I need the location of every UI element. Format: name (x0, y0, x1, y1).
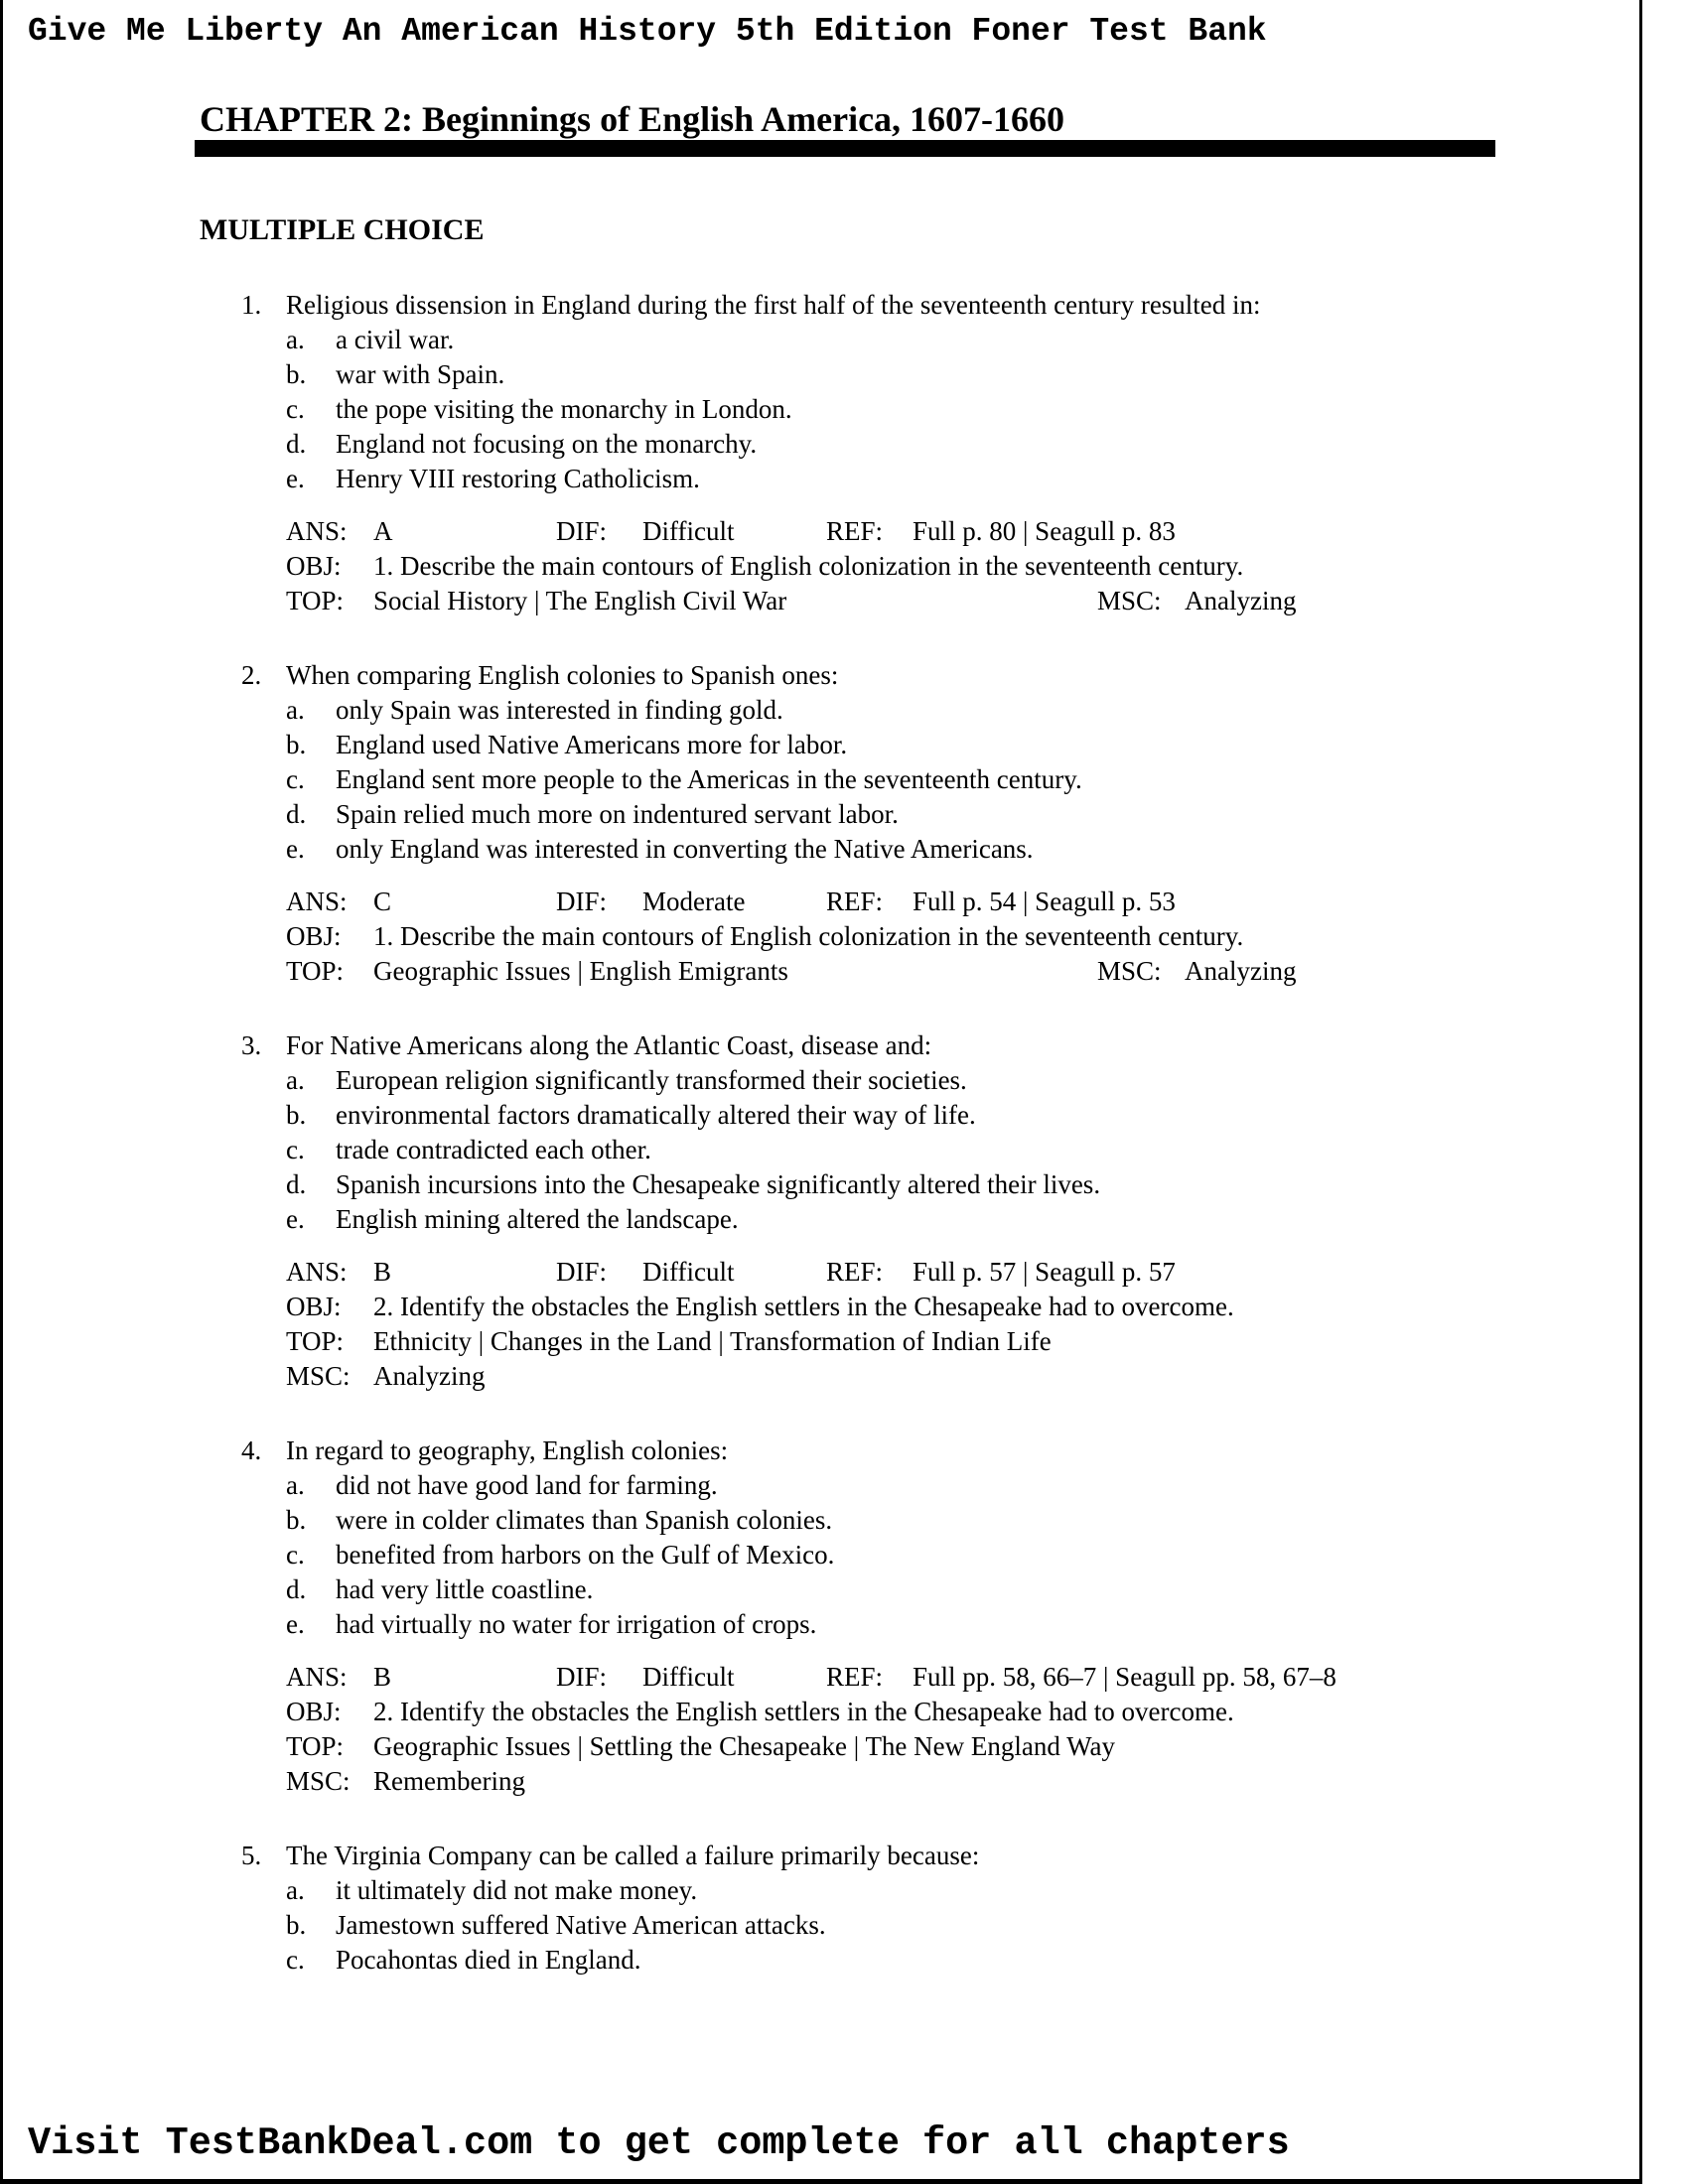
topic-value: Ethnicity | Changes in the Land | Transformation of Indian Life (373, 1326, 1052, 1356)
option-text: only Spain was interested in finding gold. (336, 695, 783, 725)
option-text: Jamestown suffered Native American attacks. (336, 1910, 826, 1940)
page-header-banner: Give Me Liberty An American History 5th Edition Foner Test Bank (28, 13, 1267, 50)
option-row (0, 762, 1638, 797)
question-number: 2. (241, 660, 262, 690)
objective-value: 1. Describe the main contours of English colonization in the seventeenth century. (373, 921, 1244, 951)
option-letter: d. (286, 799, 307, 829)
objective-value: 1. Describe the main contours of English colonization in the seventeenth century. (373, 551, 1244, 581)
option-row (0, 1538, 1638, 1572)
msc-value: Analyzing (373, 1361, 486, 1391)
option-text: it ultimately did not make money. (336, 1875, 698, 1905)
answer-meta-row (0, 1255, 1638, 1290)
answer-meta-row (0, 1660, 1638, 1695)
objective-value: 2. Identify the obstacles the English settlers in the Chesapeake had to overcome. (373, 1697, 1234, 1726)
option-row (0, 1133, 1638, 1167)
option-letter: c. (286, 1945, 305, 1975)
objective-row (0, 1695, 1638, 1729)
option-row (0, 1468, 1638, 1503)
option-letter: a. (286, 1065, 305, 1095)
option-text: European religion significantly transformed their societies. (336, 1065, 967, 1095)
option-letter: c. (286, 764, 305, 794)
option-letter: a. (286, 1470, 305, 1500)
question-number: 5. (241, 1841, 262, 1870)
msc-row (0, 1764, 1638, 1799)
ans-label: ANS: (286, 887, 348, 916)
objective-value: 2. Identify the obstacles the English settlers in the Chesapeake had to overcome. (373, 1292, 1234, 1321)
obj-label: OBJ: (286, 921, 342, 951)
obj-label: OBJ: (286, 551, 342, 581)
msc-value: Analyzing (1185, 586, 1297, 615)
option-letter: a. (286, 1875, 305, 1905)
option-text: did not have good land for farming. (336, 1470, 718, 1500)
option-letter: b. (286, 730, 307, 759)
option-row (0, 1873, 1638, 1908)
option-row (0, 462, 1638, 496)
option-letter: b. (286, 1100, 307, 1130)
top-label: TOP: (286, 586, 345, 615)
dif-label: DIF: (556, 1257, 608, 1287)
option-text: war with Spain. (336, 359, 505, 389)
msc-label: MSC: (286, 1766, 351, 1796)
option-text: had virtually no water for irrigation of crops. (336, 1609, 817, 1639)
difficulty-value: Difficult (642, 1257, 735, 1287)
msc-row (0, 1359, 1638, 1394)
question-stem: For Native Americans along the Atlantic Coast, disease and: (286, 1030, 932, 1060)
page-border-right (1639, 0, 1642, 2184)
option-row (0, 1572, 1638, 1607)
topic-value: Geographic Issues | Settling the Chesapeake | The New England Way (373, 1731, 1115, 1761)
page-border-bottom (0, 2179, 1642, 2184)
option-letter: a. (286, 325, 305, 354)
page-footer-banner: Visit TestBankDeal.com to get complete for all chapters (28, 2121, 1290, 2165)
objective-row (0, 549, 1638, 584)
option-text: England used Native Americans more for labor. (336, 730, 848, 759)
option-text: trade contradicted each other. (336, 1135, 651, 1164)
ans-label: ANS: (286, 516, 348, 546)
difficulty-value: Moderate (642, 887, 746, 916)
option-text: had very little coastline. (336, 1574, 594, 1604)
ref-label: REF: (826, 1257, 884, 1287)
option-text: Spain relied much more on indentured servant labor. (336, 799, 899, 829)
answer-value: B (373, 1662, 392, 1692)
option-row (0, 1503, 1638, 1538)
question-stem: Religious dissension in England during the first half of the seventeenth century resulted in: (286, 290, 1261, 320)
topic-row (0, 1324, 1638, 1359)
option-text: England not focusing on the monarchy. (336, 429, 758, 459)
answer-value: C (373, 887, 392, 916)
option-row (0, 693, 1638, 728)
msc-label: MSC: (1097, 956, 1162, 986)
option-letter: b. (286, 359, 307, 389)
option-text: Henry VIII restoring Catholicism. (336, 464, 700, 493)
option-row (0, 728, 1638, 762)
top-label: TOP: (286, 1731, 345, 1761)
question-stem-row (0, 658, 1638, 693)
ref-label: REF: (826, 1662, 884, 1692)
option-letter: e. (286, 1609, 305, 1639)
option-row (0, 1063, 1638, 1098)
ref-label: REF: (826, 887, 884, 916)
option-row (0, 1943, 1638, 1978)
question-stem-row (0, 1433, 1638, 1468)
question-stem-row (0, 288, 1638, 323)
option-text: were in colder climates than Spanish colonies. (336, 1505, 833, 1535)
option-text: the pope visiting the monarchy in London. (336, 394, 792, 424)
question-number: 3. (241, 1030, 262, 1060)
objective-row (0, 1290, 1638, 1324)
option-letter: b. (286, 1910, 307, 1940)
answer-meta-row (0, 514, 1638, 549)
dif-label: DIF: (556, 516, 608, 546)
dif-label: DIF: (556, 887, 608, 916)
topic-value: Geographic Issues | English Emigrants (373, 956, 788, 986)
chapter-title: CHAPTER 2: Beginnings of English America, 1607-1660 (200, 99, 1065, 139)
msc-value: Analyzing (1185, 956, 1297, 986)
option-letter: c. (286, 394, 305, 424)
ref-label: REF: (826, 516, 884, 546)
option-text: England sent more people to the Americas in the seventeenth century. (336, 764, 1082, 794)
option-text: English mining altered the landscape. (336, 1204, 739, 1234)
reference-value: Full p. 54 | Seagull p. 53 (913, 887, 1176, 916)
option-row (0, 1202, 1638, 1237)
option-text: Pocahontas died in England. (336, 1945, 641, 1975)
option-row (0, 1908, 1638, 1943)
option-letter: a. (286, 695, 305, 725)
msc-label: MSC: (286, 1361, 351, 1391)
msc-label: MSC: (1097, 586, 1162, 615)
option-letter: d. (286, 1169, 307, 1199)
option-row (0, 357, 1638, 392)
option-row (0, 832, 1638, 867)
chapter-divider-bar (195, 140, 1495, 157)
question-number: 1. (241, 290, 262, 320)
top-label: TOP: (286, 1326, 345, 1356)
option-letter: e. (286, 464, 305, 493)
option-text: only England was interested in converting the Native Americans. (336, 834, 1034, 864)
reference-value: Full p. 80 | Seagull p. 83 (913, 516, 1176, 546)
answer-value: B (373, 1257, 392, 1287)
topic-value: Social History | The English Civil War (373, 586, 787, 615)
section-title: MULTIPLE CHOICE (200, 213, 485, 246)
obj-label: OBJ: (286, 1697, 342, 1726)
option-text: a civil war. (336, 325, 455, 354)
question-stem: In regard to geography, English colonies: (286, 1435, 729, 1465)
reference-value: Full p. 57 | Seagull p. 57 (913, 1257, 1176, 1287)
answer-meta-row (0, 885, 1638, 919)
option-letter: c. (286, 1540, 305, 1570)
option-row (0, 1167, 1638, 1202)
dif-label: DIF: (556, 1662, 608, 1692)
ans-label: ANS: (286, 1662, 348, 1692)
difficulty-value: Difficult (642, 1662, 735, 1692)
option-text: Spanish incursions into the Chesapeake significantly altered their lives. (336, 1169, 1101, 1199)
question-stem: When comparing English colonies to Spanish ones: (286, 660, 839, 690)
option-letter: d. (286, 1574, 307, 1604)
objective-row (0, 919, 1638, 954)
option-letter: d. (286, 429, 307, 459)
msc-value: Remembering (373, 1766, 525, 1796)
option-row (0, 1607, 1638, 1642)
option-letter: c. (286, 1135, 305, 1164)
topic-row (0, 584, 1638, 618)
option-row (0, 323, 1638, 357)
top-label: TOP: (286, 956, 345, 986)
question-stem: The Virginia Company can be called a failure primarily because: (286, 1841, 980, 1870)
option-letter: b. (286, 1505, 307, 1535)
option-letter: e. (286, 834, 305, 864)
ans-label: ANS: (286, 1257, 348, 1287)
option-row (0, 1098, 1638, 1133)
obj-label: OBJ: (286, 1292, 342, 1321)
answer-value: A (373, 516, 393, 546)
option-row (0, 392, 1638, 427)
question-stem-row (0, 1028, 1638, 1063)
option-letter: e. (286, 1204, 305, 1234)
option-text: benefited from harbors on the Gulf of Mexico. (336, 1540, 835, 1570)
topic-row (0, 1729, 1638, 1764)
topic-row (0, 954, 1638, 989)
reference-value: Full pp. 58, 66–7 | Seagull pp. 58, 67–8 (913, 1662, 1336, 1692)
option-row (0, 797, 1638, 832)
option-row (0, 427, 1638, 462)
difficulty-value: Difficult (642, 516, 735, 546)
question-stem-row (0, 1839, 1638, 1873)
question-number: 4. (241, 1435, 262, 1465)
option-text: environmental factors dramatically altered their way of life. (336, 1100, 976, 1130)
